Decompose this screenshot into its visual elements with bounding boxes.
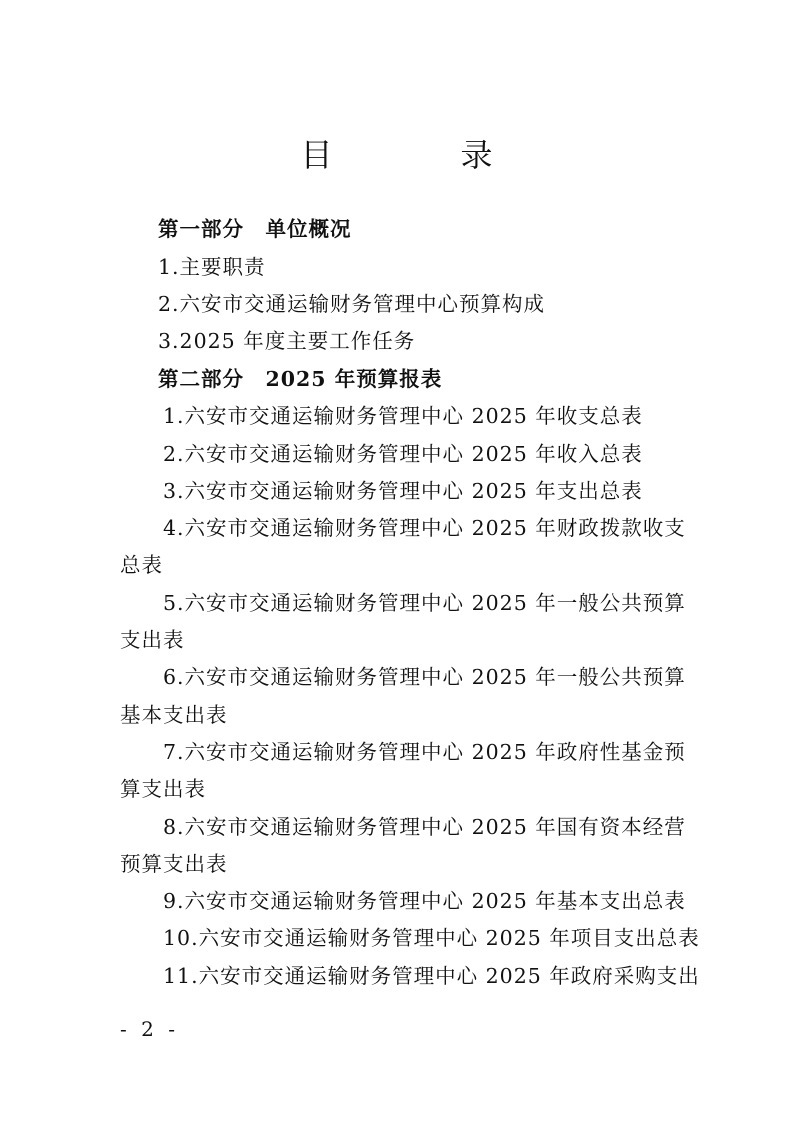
toc-item-continuation: 预算支出表 xyxy=(120,852,228,876)
page-title: 目 录 xyxy=(300,136,541,174)
toc-part1-heading: 第一部分 单位概况 xyxy=(158,217,352,241)
page-number: - 2 - xyxy=(120,1017,179,1041)
toc-item: 4.六安市交通运输财务管理中心 2025 年财政拨款收支 xyxy=(163,516,686,540)
toc-item: 6.六安市交通运输财务管理中心 2025 年一般公共预算 xyxy=(163,665,686,689)
toc-item: 10.六安市交通运输财务管理中心 2025 年项目支出总表 xyxy=(163,926,700,950)
toc-item: 11.六安市交通运输财务管理中心 2025 年政府采购支出 xyxy=(163,964,700,988)
toc-item: 2.六安市交通运输财务管理中心 2025 年收入总表 xyxy=(163,442,643,466)
toc-item-continuation: 总表 xyxy=(120,553,163,577)
toc-item: 7.六安市交通运输财务管理中心 2025 年政府性基金预 xyxy=(163,740,686,764)
toc-item-continuation: 算支出表 xyxy=(120,777,206,801)
toc-item-continuation: 基本支出表 xyxy=(120,703,228,727)
toc-item: 9.六安市交通运输财务管理中心 2025 年基本支出总表 xyxy=(163,889,686,913)
toc-item: 2.六安市交通运输财务管理中心预算构成 xyxy=(158,292,546,316)
toc-item: 3.六安市交通运输财务管理中心 2025 年支出总表 xyxy=(163,479,643,503)
toc-item: 5.六安市交通运输财务管理中心 2025 年一般公共预算 xyxy=(163,591,686,615)
toc-item: 3.2025 年度主要工作任务 xyxy=(158,329,416,353)
toc-item: 1.六安市交通运输财务管理中心 2025 年收支总表 xyxy=(163,404,643,428)
toc-part2-heading: 第二部分 2025 年预算报表 xyxy=(158,367,443,391)
toc-item: 8.六安市交通运输财务管理中心 2025 年国有资本经营 xyxy=(163,815,686,839)
toc-item: 1.主要职责 xyxy=(158,255,266,279)
toc-item-continuation: 支出表 xyxy=(120,628,185,652)
